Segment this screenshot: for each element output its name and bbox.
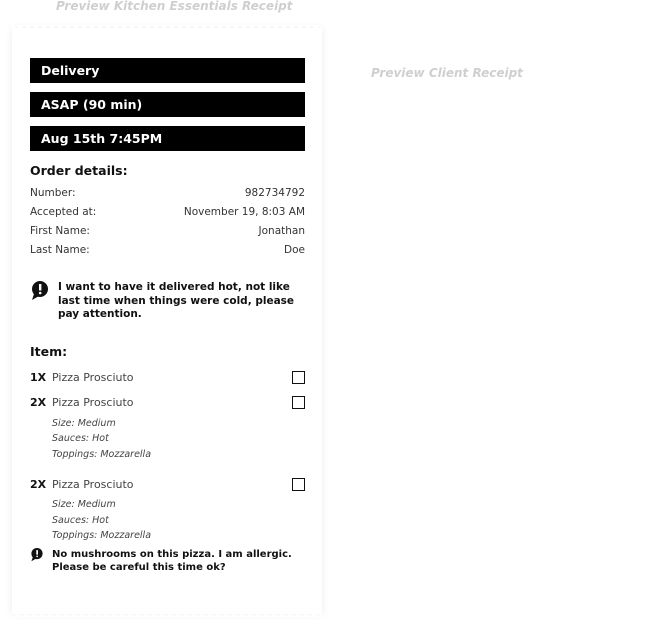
items-title: Item:: [30, 343, 68, 359]
order-type-bar: Delivery: [30, 58, 305, 83]
label: Number:: [30, 187, 76, 199]
item-row: [30, 474, 305, 494]
order-details-title: Order details:: [30, 163, 128, 178]
order-row-last-name: [30, 244, 305, 263]
order-note: [30, 281, 305, 322]
item-qty: 2X: [30, 477, 47, 491]
item-name: Pizza Prosciuto: [52, 477, 134, 491]
value: Jonathan: [258, 225, 305, 237]
value: November 19, 8:03 AM: [183, 206, 305, 218]
item-modifier: Size: Medium: [52, 417, 116, 429]
item-modifier: Sauces: Hot: [52, 433, 109, 444]
item-note-text: No mushrooms on this pizza. I am allergic. Please be careful this time ok?: [52, 548, 292, 573]
value: 982734792: [244, 187, 305, 199]
item-name: Pizza Prosciuto: [52, 371, 134, 384]
label: Accepted at:: [30, 206, 97, 218]
item-modifier: Size: Medium: [52, 499, 116, 510]
order-row-accepted: [30, 206, 305, 225]
label: First Name:: [30, 225, 90, 237]
kitchen-receipt: [12, 28, 322, 614]
kitchen-receipt-header: Preview Kitchen Essentials Receipt: [56, 0, 293, 13]
client-receipt-header: Preview Client Receipt: [371, 66, 523, 80]
item-checkbox[interactable]: [292, 396, 305, 409]
item-row: [30, 393, 305, 413]
item-name: Pizza Prosciuto: [52, 396, 134, 409]
item-modifier: Sauces: Hot: [52, 514, 109, 526]
date-bar: Aug 15th 7:45PM: [30, 126, 305, 151]
note-text: I want to have it delivered hot, not like last time when things were cold, please pay attention.: [58, 281, 295, 320]
alert-bubble-icon: [30, 281, 50, 301]
timing-bar: ASAP (90 min): [30, 92, 305, 117]
alert-bubble-icon: [30, 548, 44, 562]
item-checkbox[interactable]: [292, 371, 305, 384]
item-qty: 2X: [30, 396, 47, 409]
order-row-number: [30, 187, 305, 206]
item-modifier: Toppings: Mozzarella: [52, 530, 152, 541]
item-note: [30, 548, 305, 574]
item-checkbox[interactable]: [292, 478, 305, 491]
order-row-first-name: [30, 225, 305, 244]
value: Doe: [284, 244, 305, 256]
label: Last Name:: [30, 244, 90, 256]
item-modifier: Toppings: Mozzarella: [52, 448, 152, 460]
item-row: [30, 368, 305, 388]
item-qty: 1X: [30, 371, 47, 384]
